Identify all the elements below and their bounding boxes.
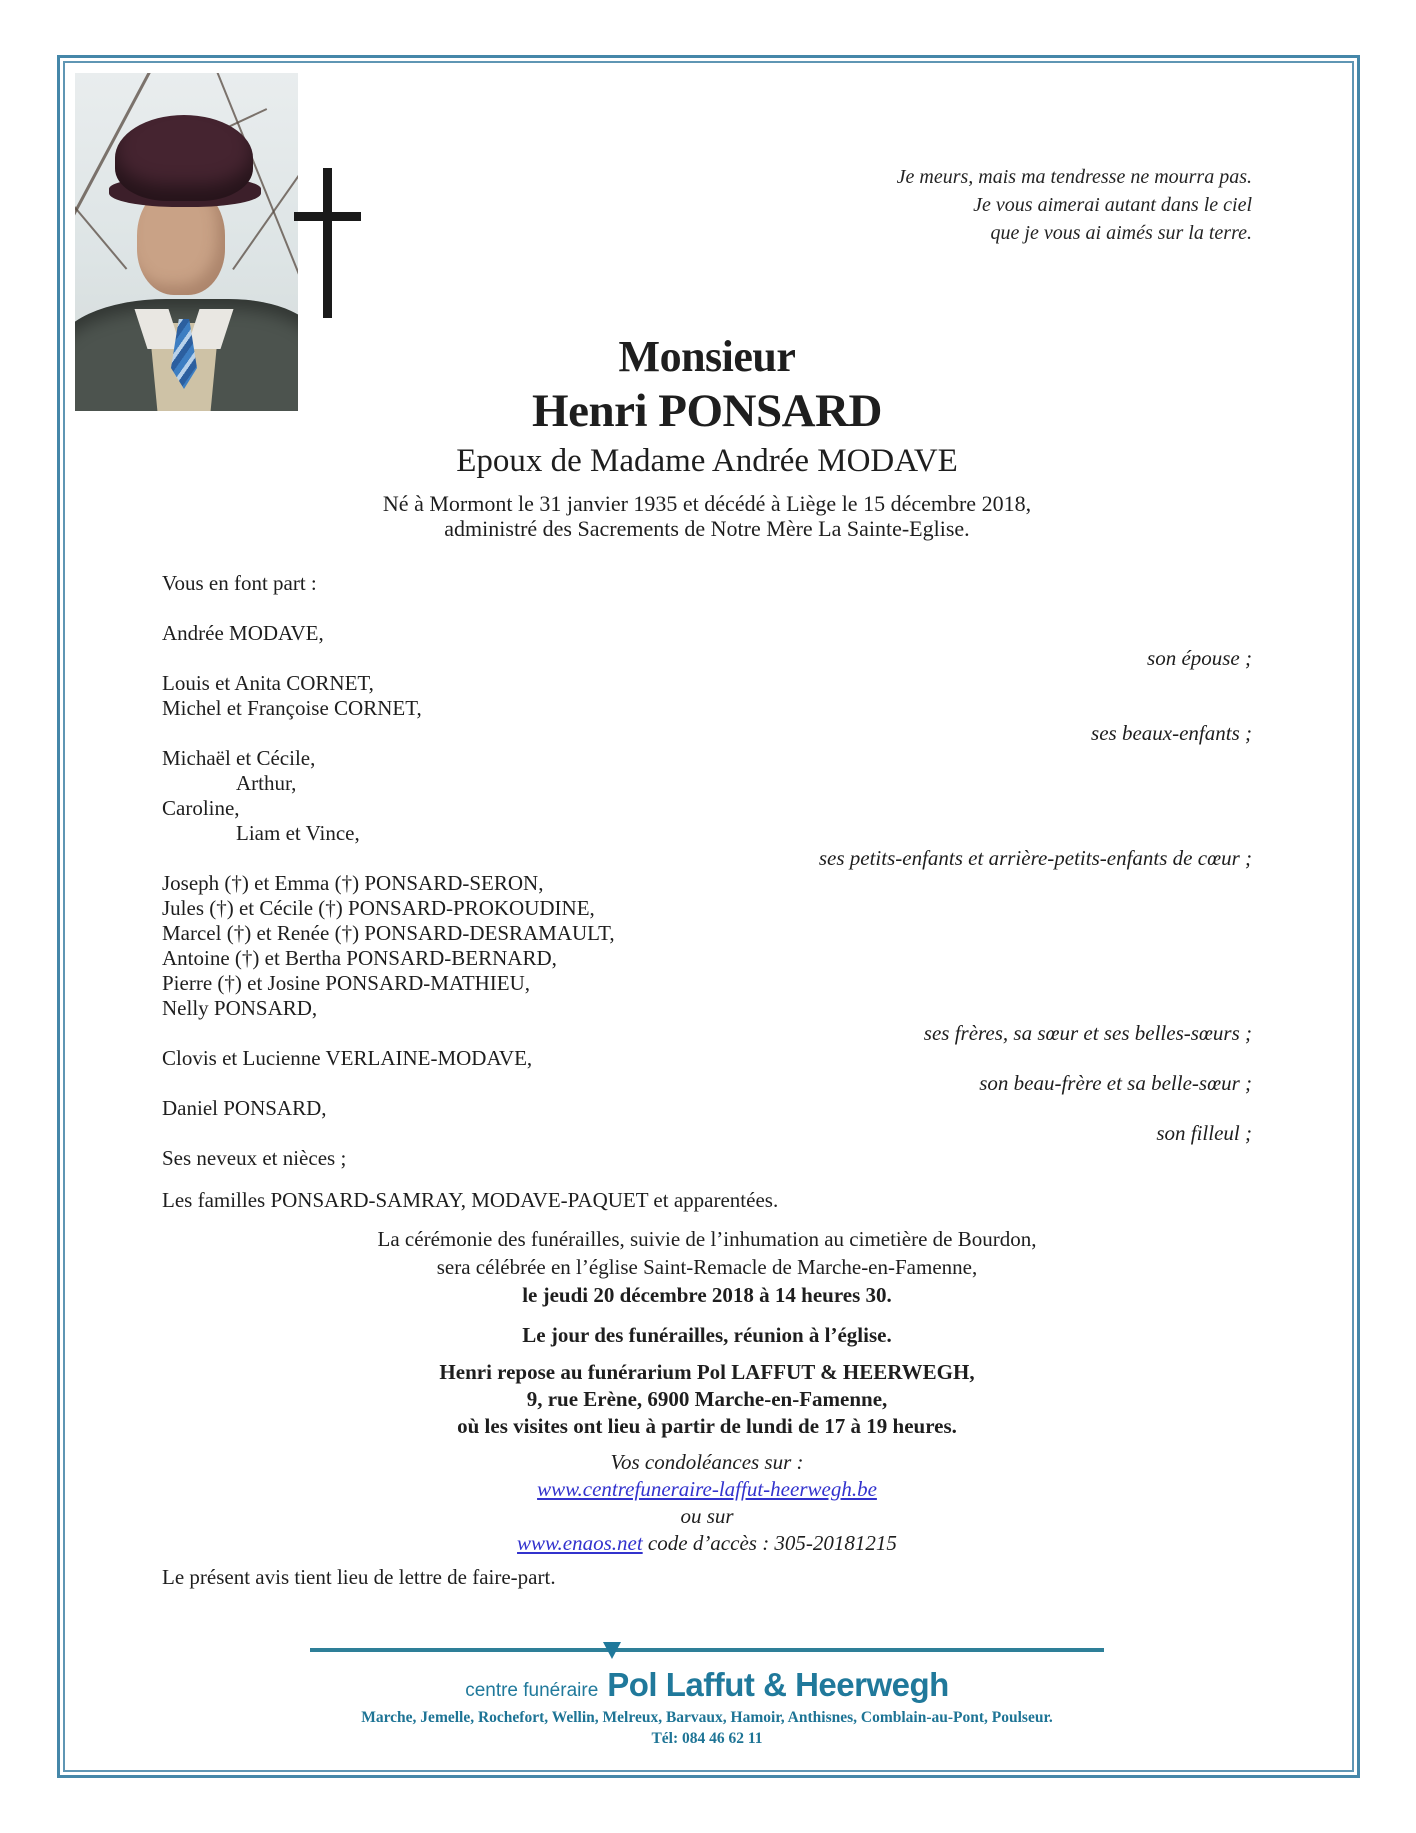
family-member: Andrée MODAVE,: [162, 621, 324, 645]
epitaph-line: Je meurs, mais ma tendresse ne mourra pas.: [896, 166, 1252, 188]
family-member: Nelly PONSARD,: [162, 996, 318, 1020]
family-member: Liam et Vince,: [236, 821, 360, 845]
repose-line: 9, rue Erène, 6900 Marche-en-Famenne,: [526, 1387, 888, 1411]
family-member: Antoine (†) et Bertha PONSARD-BERNARD,: [162, 946, 557, 970]
family-list: [162, 571, 1252, 1213]
relation-label: ses beaux-enfants ;: [1091, 721, 1252, 745]
footer-cities: Marche, Jemelle, Rochefort, Wellin, Melreux, Barvaux, Hamoir, Anthisnes, Comblain-au-Pont, Poulseur.: [361, 1709, 1053, 1726]
family-member: Michaël et Cécile,: [162, 746, 316, 770]
birth-death: Né à Mormont le 31 janvier 1935 et décédé à Liège le 15 décembre 2018, administré des Sacrements de Notre Mère La Sainte-Eglise.: [382, 491, 1032, 541]
brand-name: Pol Laffut & Heerwegh: [607, 1666, 949, 1704]
reunion-line: Le jour des funérailles, réunion à l’église.: [522, 1323, 892, 1347]
epitaph-line: que je vous ai aimés sur la terre.: [990, 222, 1252, 244]
ceremony-line: La cérémonie des funérailles, suivie de l’inhumation au cimetière de Bourdon,: [377, 1227, 1037, 1251]
funeral-home-footer: [162, 1648, 1252, 1748]
family-member: Clovis et Lucienne VERLAINE-MODAVE,: [162, 1046, 533, 1070]
family-group: [162, 621, 1252, 671]
family-member: Pierre (†) et Josine PONSARD-MATHIEU,: [162, 971, 531, 995]
funeral-home-brand: [162, 1666, 1252, 1704]
families-line: Les familles PONSARD-SAMRAY, MODAVE-PAQUET et apparentées.: [162, 1188, 779, 1212]
repose-block: [162, 1359, 1252, 1440]
family-member: Caroline,: [162, 796, 240, 820]
family-member: Louis et Anita CORNET,: [162, 671, 374, 695]
condolences-block: [162, 1449, 1252, 1557]
triangle-icon: [603, 1642, 621, 1659]
footer-rule: [310, 1648, 1104, 1652]
announcement-intro: Vous en font part :: [162, 571, 317, 595]
family-member: Ses neveux et nièces ;: [162, 1146, 347, 1170]
family-member: Marcel (†) et Renée (†) PONSARD-DESRAMAULT,: [162, 921, 615, 945]
family-group: [162, 1146, 1252, 1171]
relation-label: ses petits-enfants et arrière-petits-enfants de cœur ;: [818, 846, 1252, 870]
salutation: Monsieur: [618, 332, 796, 381]
footer-phone: Tél: 084 46 62 11: [651, 1730, 763, 1747]
page-border: [57, 55, 1360, 1778]
family-group: [162, 1046, 1252, 1096]
family-member: Jules (†) et Cécile (†) PONSARD-PROKOUDINE,: [162, 896, 595, 920]
family-member: Michel et Françoise CORNET,: [162, 696, 422, 720]
condolences-intro: Vos condoléances sur :: [610, 1450, 804, 1474]
family-group: [162, 671, 1252, 746]
relation-label: son filleul ;: [1156, 1121, 1252, 1145]
ceremony-block: [162, 1225, 1252, 1309]
relation-label: ses frères, sa sœur et ses belles-sœurs ;: [923, 1021, 1252, 1045]
condolences-link-enaos[interactable]: www.enaos.net: [517, 1531, 643, 1555]
relation-label: son épouse ;: [1147, 646, 1252, 670]
spouse-line: Epoux de Madame Andrée MODAVE: [456, 443, 958, 479]
relation-label: son beau-frère et sa belle-sœur ;: [979, 1071, 1252, 1095]
epitaph-line: Je vous aimerai autant dans le ciel: [973, 194, 1252, 216]
deceased-name: Henri PONSARD: [532, 385, 882, 437]
family-member: Daniel PONSARD,: [162, 1096, 327, 1120]
repose-line: où les visites ont lieu à partir de lundi de 17 à 19 heures.: [457, 1414, 957, 1438]
family-group: [162, 871, 1252, 1046]
title-block: [162, 63, 1252, 483]
ceremony-line: sera célébrée en l’église Saint-Remacle de Marche-en-Famenne,: [436, 1255, 978, 1279]
family-group: [162, 1096, 1252, 1146]
family-group: [162, 746, 1252, 871]
brand-prefix: centre funéraire: [465, 1680, 599, 1701]
family-member: Joseph (†) et Emma (†) PONSARD-SERON,: [162, 871, 544, 895]
condolences-or: ou sur: [680, 1504, 734, 1528]
condolences-link-centrefuneraire[interactable]: www.centrefuneraire-laffut-heerwegh.be: [537, 1477, 877, 1501]
page-border-inner: [63, 61, 1354, 1772]
family-member: Arthur,: [236, 771, 297, 795]
notice-line: Le présent avis tient lieu de lettre de faire-part.: [162, 1565, 556, 1589]
repose-line: Henri repose au funérarium Pol LAFFUT & HEERWEGH,: [439, 1360, 975, 1384]
ceremony-date: le jeudi 20 décembre 2018 à 14 heures 30.: [522, 1283, 892, 1307]
access-code: code d’accès : 305-20181215: [647, 1531, 897, 1555]
